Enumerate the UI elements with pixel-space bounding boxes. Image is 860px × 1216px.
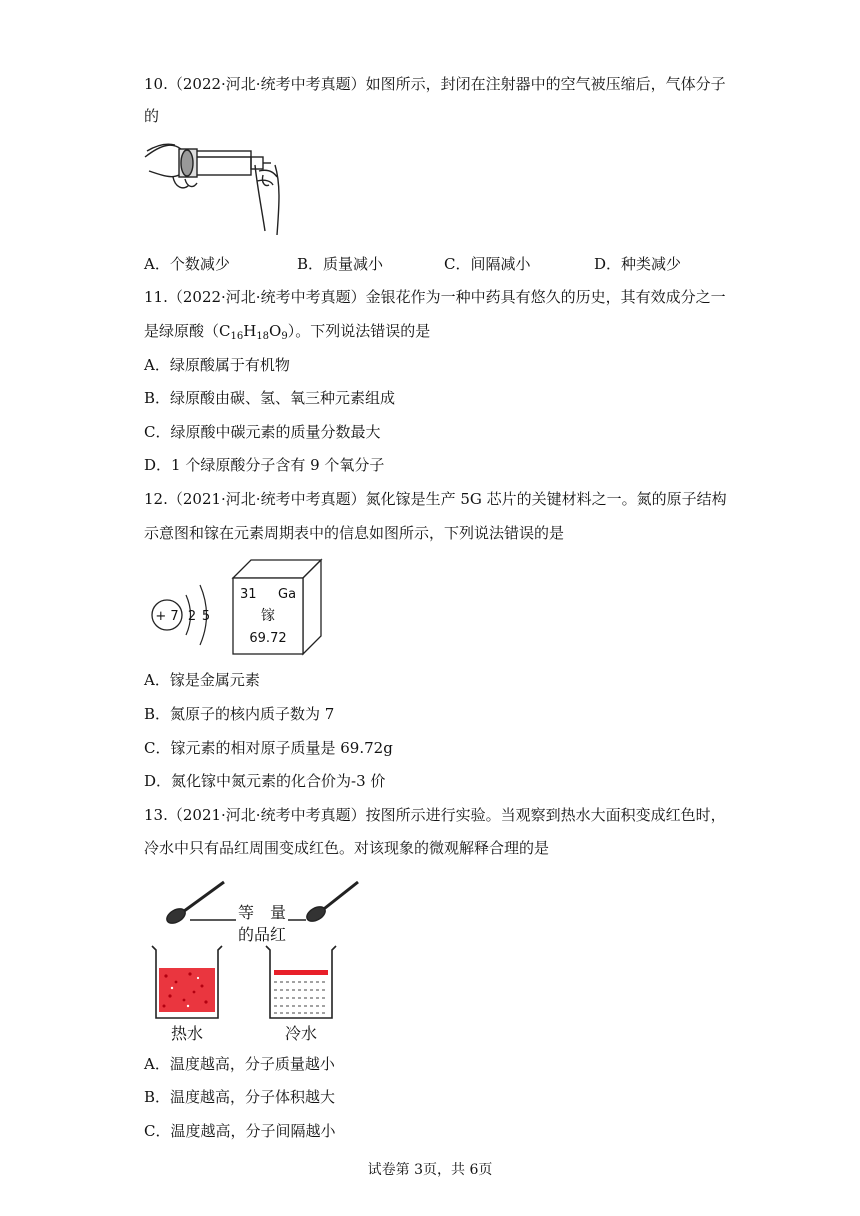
- hot-water-beaker: [152, 946, 222, 1018]
- element-atomic-mass: 69.72: [249, 631, 287, 646]
- element-symbol: Ga: [278, 587, 297, 602]
- q13-stem-line1: 13.（2021·河北·统考中考真题）按图所示进行实验。当观察到热水大面积变成红色时，: [144, 806, 726, 824]
- q11-sub-o: 9: [281, 331, 288, 342]
- q12-option-c[interactable]: C．镓元素的相对原子质量是 69.72g: [144, 739, 393, 757]
- q11-option-d[interactable]: D．1 个绿原酸分子含有 9 个氧分子: [144, 456, 385, 474]
- q10-stem-line2: 的: [144, 107, 160, 125]
- q10-option-b[interactable]: B．质量减小: [297, 255, 384, 273]
- cold-water-beaker: [266, 946, 336, 1018]
- q12-stem-line1: 12.（2021·河北·统考中考真题）氮化镓是生产 5G 芯片的关键材料之一。氮的原子结构: [144, 490, 727, 508]
- q13-option-a[interactable]: A．温度越高，分子质量越小: [144, 1055, 335, 1073]
- hot-water-label: 热水: [170, 1024, 204, 1043]
- syringe-figure: [143, 135, 293, 240]
- q11-option-a[interactable]: A．绿原酸属于有机物: [144, 356, 290, 374]
- q13-option-c[interactable]: C．温度越高，分子间隔越小: [144, 1122, 336, 1140]
- cold-water-label: 冷水: [284, 1024, 318, 1043]
- q11-stem-line2: [144, 321, 430, 341]
- diffusion-experiment-figure: [146, 876, 366, 1046]
- q11-stem-line1: 11.（2022·河北·统考中考真题）金银花作为一种中药具有悠久的历史，其有效成分之一: [144, 288, 726, 306]
- atom-shell1-count: 2: [187, 609, 197, 624]
- q11-formula-h: H: [243, 322, 257, 340]
- q10-option-d[interactable]: D．种类减少: [594, 255, 682, 273]
- q13-stem-line2: 冷水中只有品红周围变成红色。对该现象的微观解释合理的是: [144, 839, 550, 857]
- q10-option-c[interactable]: C．间隔减小: [444, 255, 531, 273]
- gallium-element-cell: [230, 556, 324, 658]
- page-footer: 试卷第 3页，共 6页: [367, 1162, 493, 1178]
- figure-label-dye: 的品红: [237, 925, 287, 944]
- atom-shell2-count: 5: [201, 609, 211, 624]
- q13-option-b[interactable]: B．温度越高，分子体积越大: [144, 1088, 336, 1106]
- element-atomic-number: 31: [240, 587, 257, 602]
- q12-stem-line2: 示意图和镓在元素周期表中的信息如图所示，下列说法错误的是: [144, 524, 565, 542]
- q11-option-b[interactable]: B．绿原酸由碳、氢、氧三种元素组成: [144, 389, 396, 407]
- q11-stem-suffix: ）。下列说法错误的是: [287, 322, 431, 340]
- q11-sub-h: 18: [256, 331, 270, 342]
- q11-formula-prefix: 是绿原酸（C: [144, 322, 231, 340]
- q11-formula-o: O: [269, 322, 282, 340]
- q12-option-d[interactable]: D．氮化镓中氮元素的化合价为-3 价: [144, 772, 386, 790]
- q10-options: [144, 254, 744, 274]
- element-name: 镓: [261, 608, 275, 624]
- q12-option-b[interactable]: B．氮原子的核内质子数为 7: [144, 705, 335, 723]
- atom-nucleus-label: + 7: [155, 609, 179, 624]
- q10-option-a[interactable]: A．个数减少: [144, 255, 230, 273]
- q11-sub-c: 16: [230, 331, 244, 342]
- q11-option-c[interactable]: C．绿原酸中碳元素的质量分数最大: [144, 423, 381, 441]
- q10-stem-line1: 10.（2022·河北·统考中考真题）如图所示，封闭在注射器中的空气被压缩后，气体分子: [144, 75, 726, 93]
- figure-label-equal-amount: 等 量: [237, 903, 287, 922]
- q12-option-a[interactable]: A．镓是金属元素: [144, 671, 260, 689]
